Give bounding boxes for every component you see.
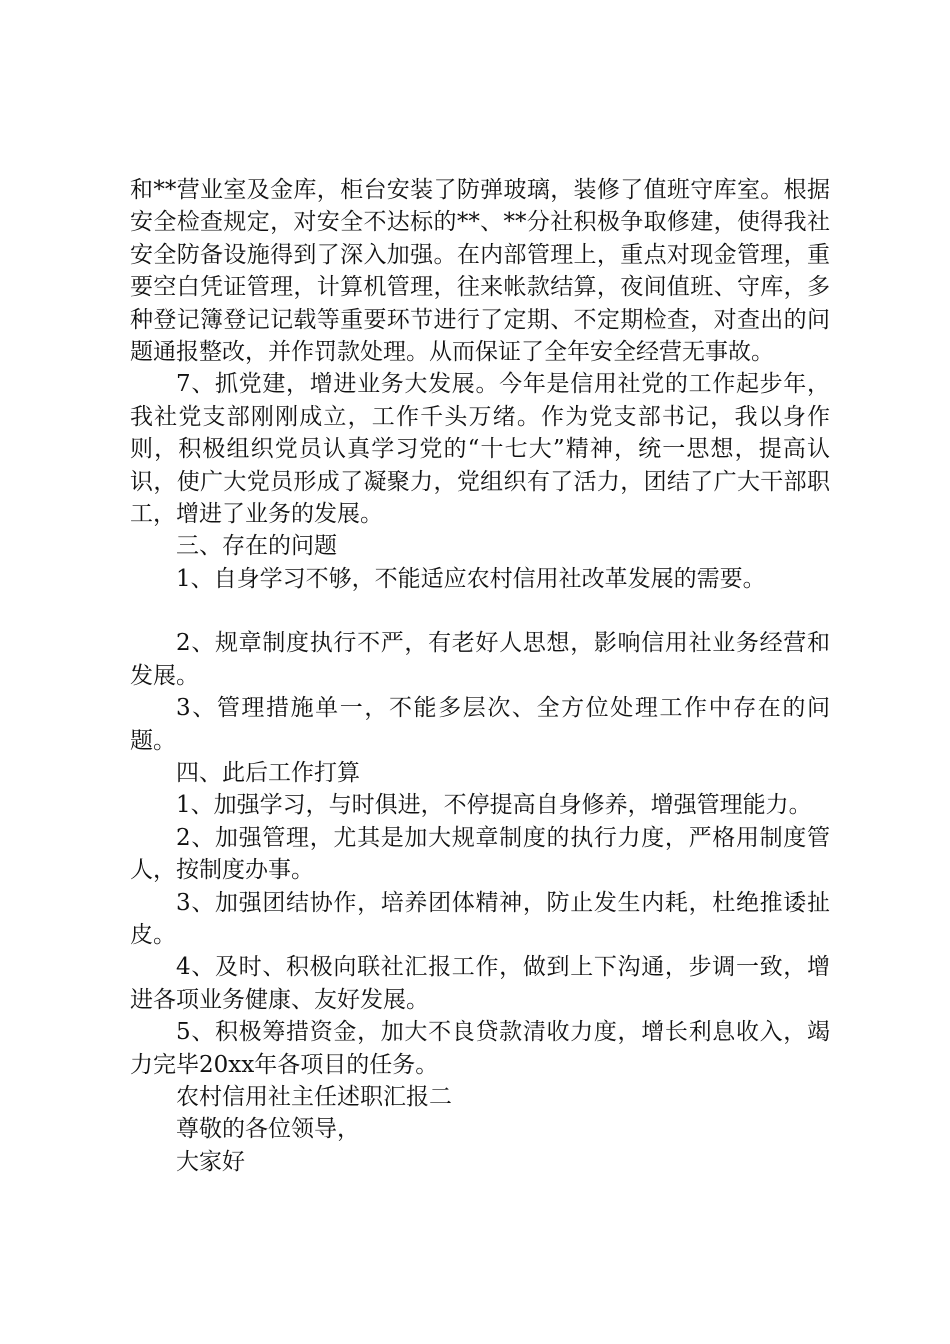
paragraph-party-building: 7、抓党建，增进业务大发展。今年是信用社党的工作起步年，我社党支部刚刚成立，工作千头万绪。作为党支部书记，我以身作则，积极组织党员认真学习党的“十七大”精神，统一思想，提高认识，使广大党员形成了凝聚力，党组织有了活力，团结了广大干部职工，增进了业务的发展。 <box>130 371 830 528</box>
section-heading-problems: 三、存在的问题 <box>176 533 337 560</box>
plan-item-5: 5、积极筹措资金，加大不良贷款清收力度，增长利息收入，竭力完毕20xx年各项目的任务。 <box>130 1019 830 1078</box>
problem-item-1: 1、自身学习不够，不能适应农村信用社改革发展的需要。 <box>176 565 766 592</box>
report-two-title: 农村信用社主任述职汇报二 <box>176 1083 452 1110</box>
paragraph-security-management: 和**营业室及金库，柜台安装了防弹玻璃，装修了值班守库室。根据安全检查规定，对安全不达标的**、**分社积极争取修建，使得我社安全防备设施得到了深入加强。在内部管理上，重点对现金管理，重要空白凭证管理，计算机管理，往来帐款结算，夜间值班、守库，多种登记簿登记记载等重要环节进行了定期、不定期检查，对查出的问题通报整改，并作罚款处理。从而保证了全年安全经营无事故。 <box>130 177 830 366</box>
plan-item-1: 1、加强学习，与时俱进，不停提高自身修养，增强管理能力。 <box>176 792 812 819</box>
problem-item-3: 3、管理措施单一，不能多层次、全方位处理工作中存在的问题。 <box>130 695 830 754</box>
plan-item-2: 2、加强管理，尤其是加大规章制度的执行力度，严格用制度管人，按制度办事。 <box>130 824 830 884</box>
document-body <box>130 174 830 1178</box>
salutation: 尊敬的各位领导， <box>176 1116 360 1143</box>
plan-item-3: 3、加强团结协作，培养团体精神，防止发生内耗，杜绝推诿扯皮。 <box>130 889 830 948</box>
greeting: 大家好 <box>176 1148 245 1175</box>
problem-item-2: 2、规章制度执行不严，有老好人思想，影响信用社业务经营和发展。 <box>130 630 830 689</box>
section-heading-future-plans: 四、此后工作打算 <box>176 759 360 786</box>
plan-item-4: 4、及时、积极向联社汇报工作，做到上下沟通，步调一致，增进各项业务健康、友好发展。 <box>130 954 830 1013</box>
blank-line <box>130 595 830 627</box>
